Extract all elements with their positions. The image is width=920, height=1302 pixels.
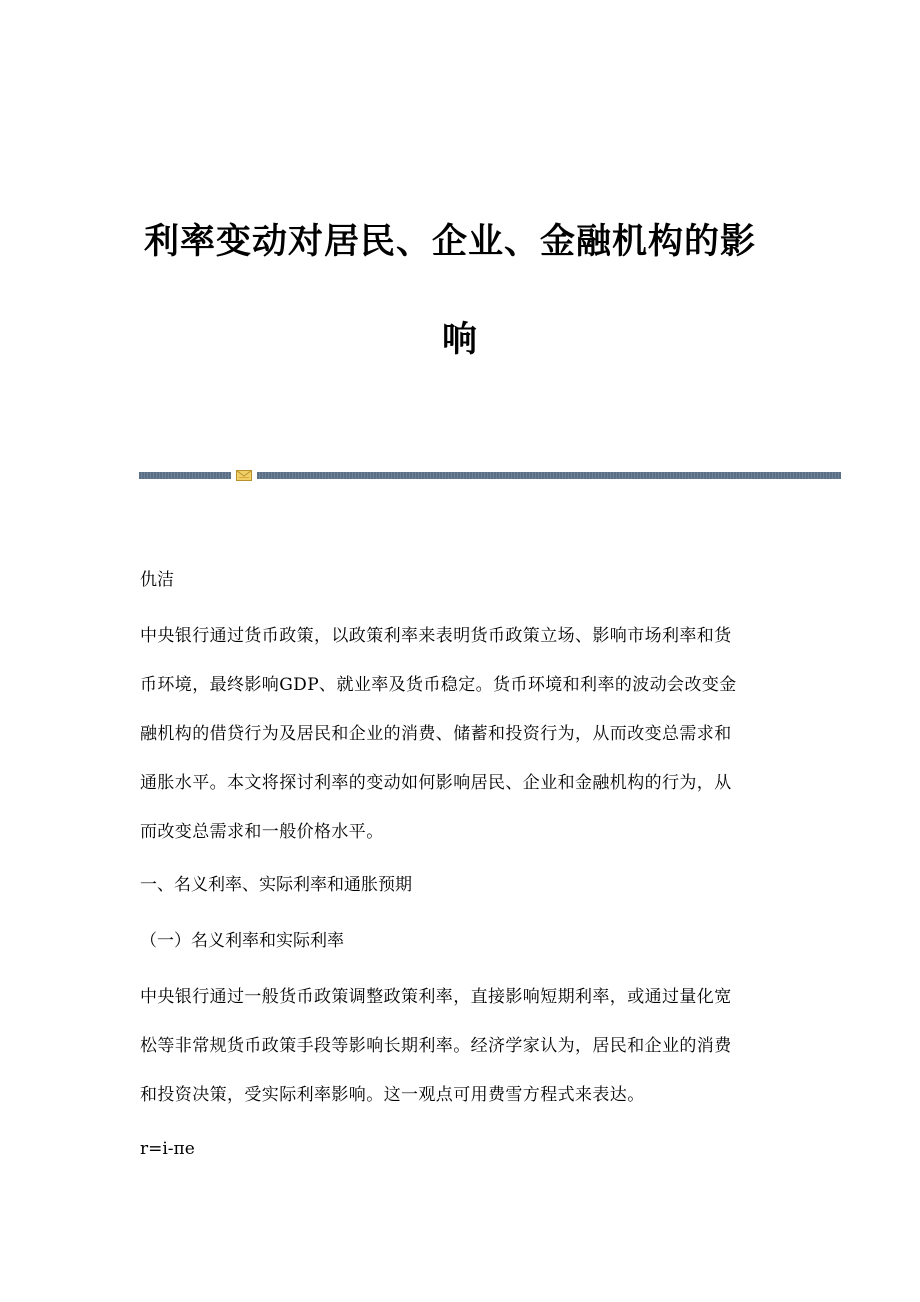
intro-line: 中央银行通过货币政策，以政策利率来表明货币政策立场、影响市场利率和货 xyxy=(140,626,732,646)
subsection-heading: （一）名义利率和实际利率 xyxy=(140,931,344,951)
divider-bar-right xyxy=(257,472,841,479)
author-name: 仇洁 xyxy=(140,570,174,590)
intro-line: 通胀水平。本文将探讨利率的变动如何影响居民、企业和金融机构的行为，从 xyxy=(140,773,732,793)
divider-bar-left xyxy=(139,472,231,479)
document-title-line-1: 利率变动对居民、企业、金融机构的影 xyxy=(143,221,756,262)
title-divider xyxy=(139,470,841,480)
intro-paragraph xyxy=(140,626,780,871)
body-line: 中央银行通过一般货币政策调整政策利率，直接影响短期利率，或通过量化宽 xyxy=(140,987,732,1007)
body-line: 和投资决策，受实际利率影响。这一观点可用费雪方程式来表达。 xyxy=(140,1085,645,1105)
intro-line: 而改变总需求和一般价格水平。 xyxy=(140,822,384,842)
section-heading: 一、名义利率、实际利率和通胀预期 xyxy=(140,875,412,895)
intro-line: 币环境，最终影响GDP、就业率及货币稳定。货币环境和利率的波动会改变金 xyxy=(140,675,737,695)
intro-line: 融机构的借贷行为及居民和企业的消费、储蓄和投资行为，从而改变总需求和 xyxy=(140,724,732,744)
body-paragraph xyxy=(140,987,780,1134)
body-line: 松等非常规货币政策手段等影响长期利率。经济学家认为，居民和企业的消费 xyxy=(140,1036,732,1056)
fisher-formula: r=i-πe xyxy=(140,1139,195,1159)
envelope-ornament-icon xyxy=(236,470,252,481)
document-title-line-2: 响 xyxy=(441,319,478,360)
